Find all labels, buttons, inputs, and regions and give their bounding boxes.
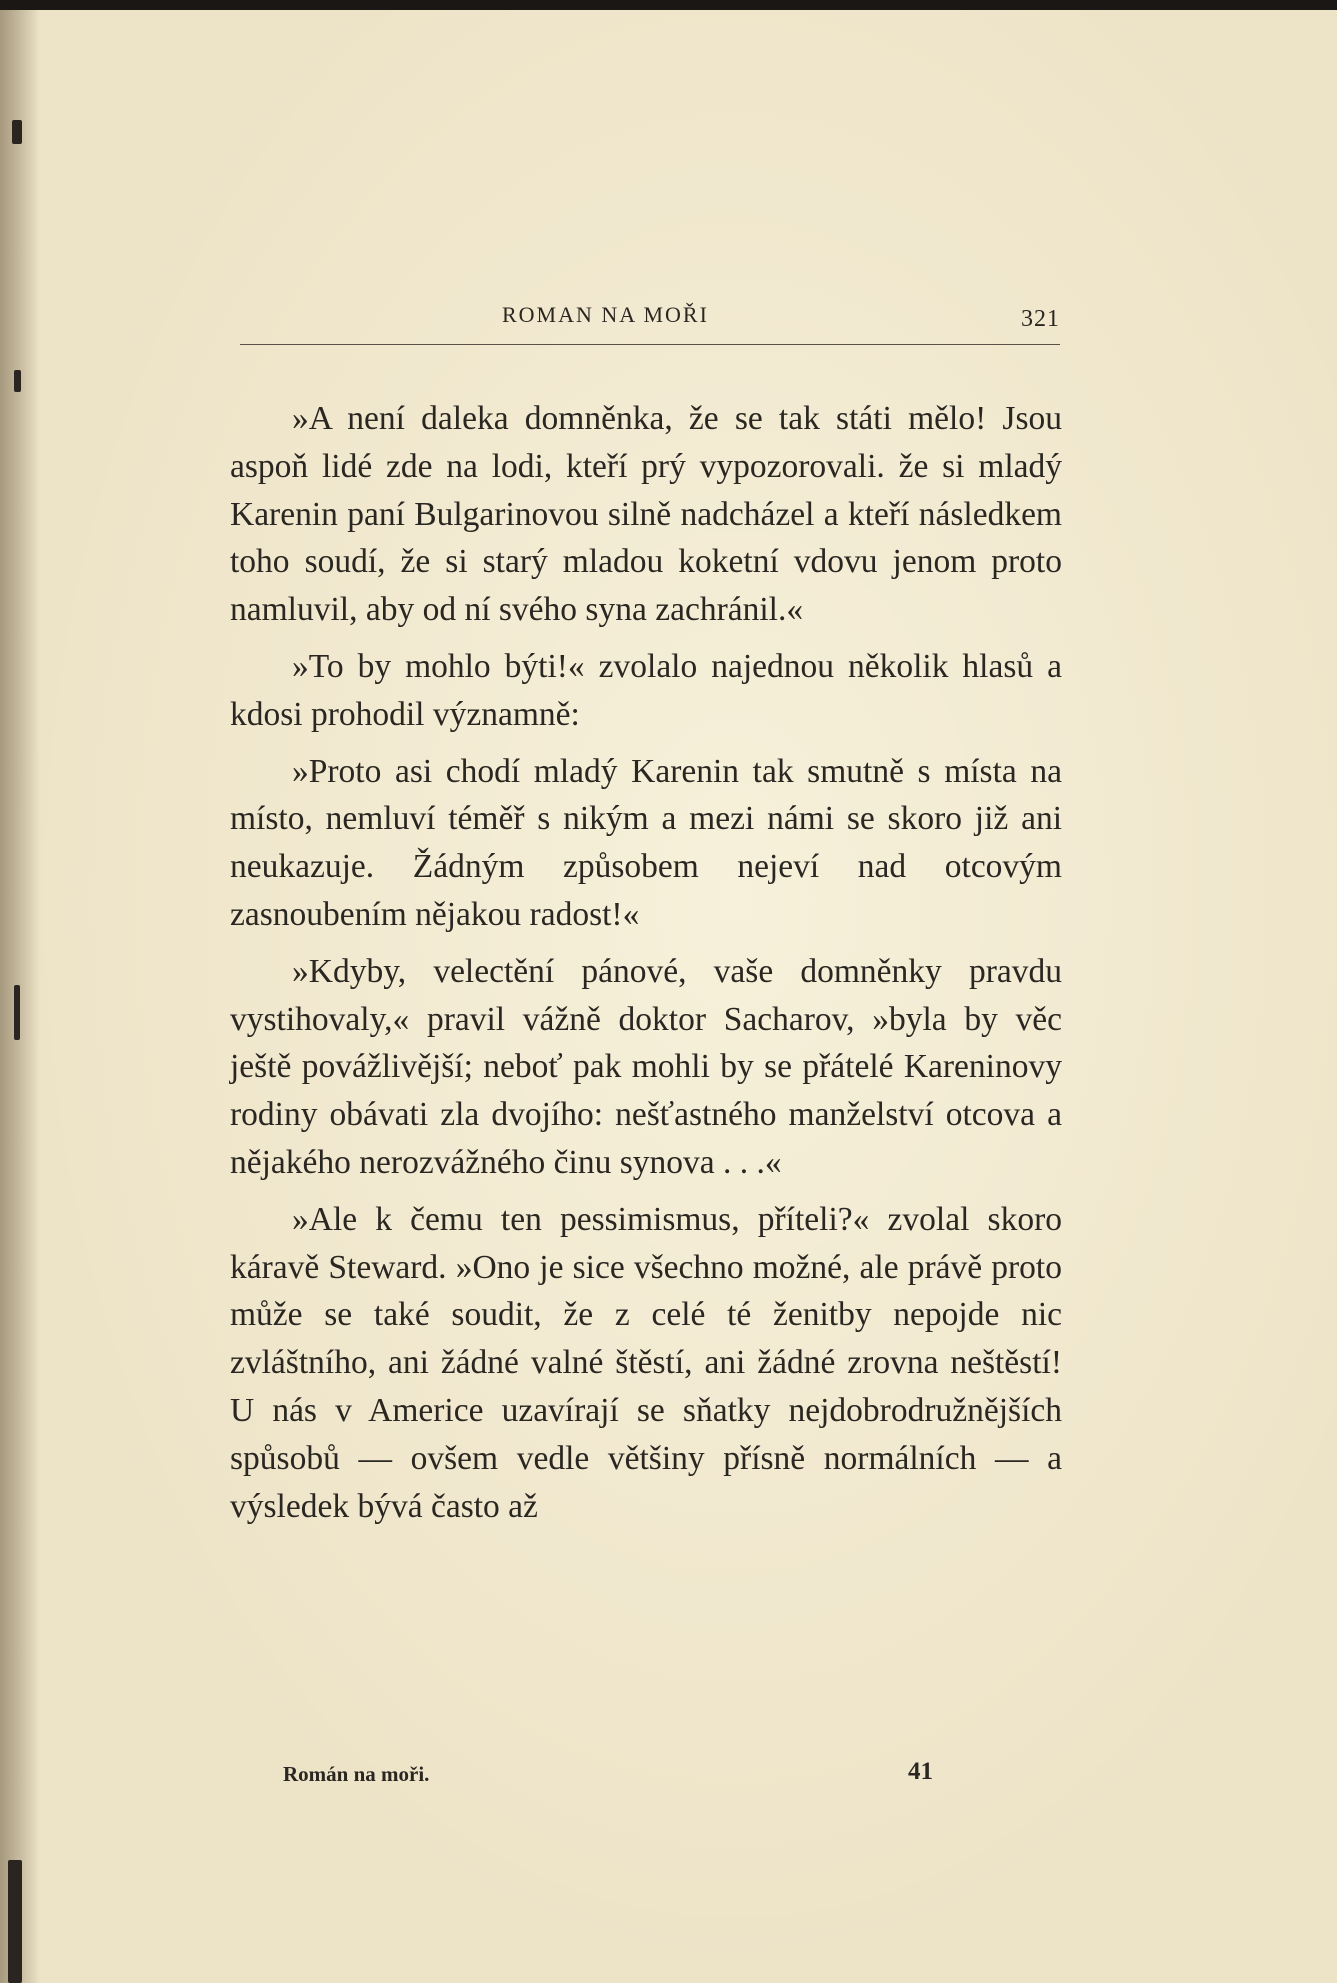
binding-mark	[12, 120, 22, 144]
book-page	[0, 10, 1337, 1983]
header-rule	[240, 344, 1060, 345]
paragraph: »Proto asi chodí mladý Karenin tak smutně s místa na místo, nemluví téměř s nikým a mezi námi se skoro již ani neukazuje. Žádným způsobem nejeví nad otcovým zasnoubením nějakou radost!«	[230, 752, 1062, 933]
binding-mark	[8, 1860, 22, 1983]
page-spine-shadow	[0, 10, 40, 1983]
sheet-number: 41	[908, 1758, 933, 1785]
page-number: 321	[1021, 306, 1060, 332]
running-header	[240, 302, 1060, 342]
binding-mark	[14, 370, 21, 392]
paragraph: »Kdyby, velectění pánové, vaše domněnky pravdu vystihovaly,« pravil vážně doktor Sacharov, »byla by věc ještě povážlivější; neboť pak mohli by se přátelé Kareninovy rodiny obávati zla dvojího: nešťastného manželství otcova a nějakého nerozvážného činu synova . . .«	[230, 952, 1062, 1181]
paragraph: »Ale k čemu ten pessimismus, příteli?« zvolal skoro káravě Steward. »Ono je sice všechno možné, ale právě proto může se také soudit, že z celé té ženitby nepojde nic zvláštního, ani žádné valné štěstí, ani žádné zrovna neštěstí! U nás v Americe uzavírají se sňatky nejdobrodružnějších spůsobů — ovšem vedle většiny přísně normálních — a výsledek bývá často až	[230, 1200, 1062, 1525]
running-title: ROMAN NA MOŘI	[502, 302, 709, 327]
binding-mark	[14, 985, 20, 1040]
page-footer	[283, 1758, 1043, 1802]
signature-mark: Román na moři.	[283, 1762, 430, 1786]
paragraph: »To by mohlo býti!« zvolalo najednou několik hlasů a kdosi prohodil významně:	[230, 647, 1062, 733]
paragraph: »A není daleka domněnka, že se tak státi mělo! Jsou aspoň lidé zde na lodi, kteří prý vypozorovali. že si mladý Karenin paní Bulgarinovou silně nadcházel a kteří následkem toho soudí, že si starý mladou koketní vdovu jenom proto namluvil, aby od ní svého syna zachránil.«	[230, 400, 1062, 629]
body-text	[230, 395, 1062, 1539]
